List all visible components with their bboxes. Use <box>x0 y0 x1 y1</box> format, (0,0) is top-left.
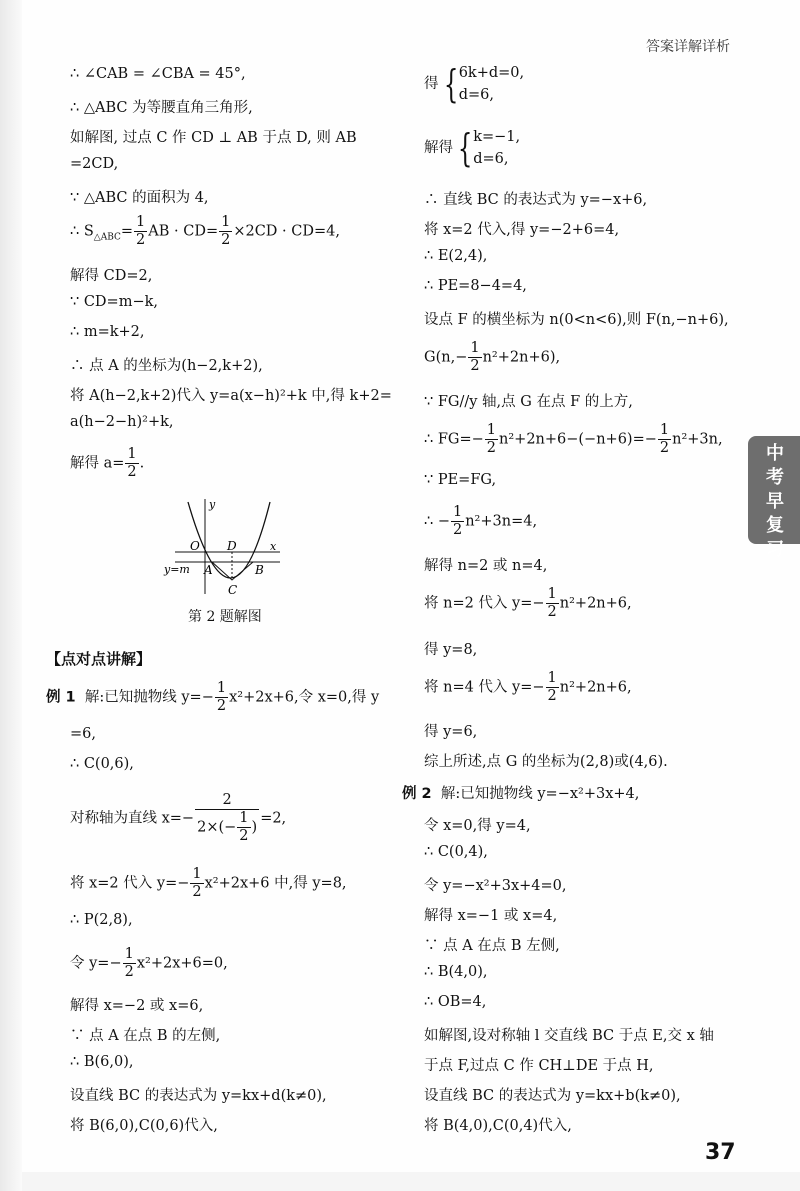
num: 1 <box>127 446 137 462</box>
num: 1 <box>547 586 557 602</box>
text-line: 解得 x=−1 或 x=4, <box>424 908 558 924</box>
text: 对称轴为直线 x=− <box>70 810 195 827</box>
den: 2 <box>127 464 137 480</box>
text: . <box>139 455 145 472</box>
area-formula <box>70 214 340 249</box>
text-line: ∴ 直线 BC 的表达式为 y=−x+6, <box>424 192 648 208</box>
label-c: C <box>228 583 238 597</box>
text-line: 如解图, 过点 C 作 CD ⊥ AB 于点 D, 则 AB <box>70 130 357 146</box>
header-title: 答案详解详析 <box>646 39 730 55</box>
text: ∴ − <box>424 513 450 530</box>
text-line: 将 x=2 代入,得 y=−2+6=4, <box>424 222 620 238</box>
label-a: A <box>204 563 213 577</box>
text: 将 x=2 代入 y=− <box>70 875 190 892</box>
brace-icon: { <box>457 126 473 170</box>
text: x²+2x+6=0, <box>136 955 228 972</box>
text-line: ∴ 点 A 的坐标为(h−2,k+2), <box>70 358 263 374</box>
num: 1 <box>216 680 227 696</box>
text-line: 将 B(6,0),C(0,6)代入, <box>70 1118 218 1134</box>
num: 1 <box>192 866 202 882</box>
text-line: ∴ E(2,4), <box>424 248 488 264</box>
text-line: 如解图,设对称轴 l 交直线 BC 于点 E,交 x 轴 <box>424 1028 714 1044</box>
text: AB · CD= <box>148 223 219 240</box>
text-line: ∵ 点 A 在点 B 左侧, <box>424 938 560 954</box>
text-line: ∴ C(0,4), <box>424 844 488 860</box>
fraction <box>195 792 259 845</box>
den: 2 <box>239 828 249 844</box>
figure-caption: 第 2 题解图 <box>188 609 262 625</box>
num: 1 <box>239 810 249 826</box>
fraction <box>658 422 671 457</box>
substitute-line <box>424 670 632 705</box>
label-o: O <box>190 539 200 553</box>
text: ) <box>251 819 258 836</box>
text: 解得 a= <box>70 455 125 472</box>
fraction <box>451 504 464 539</box>
num: 1 <box>659 422 670 438</box>
fraction <box>123 946 136 981</box>
text-line: 解得 CD=2, <box>70 268 153 284</box>
text-line: ∵ CD=m−k, <box>70 294 158 310</box>
text: x²+2x+6,令 x=0,得 y <box>229 689 380 706</box>
text-line: =6, <box>70 726 96 742</box>
den <box>195 810 259 845</box>
text: x²+2x+6 中,得 y=8, <box>204 875 347 892</box>
parabola-figure <box>160 494 290 604</box>
text: n²+2n+6−(−n+6)=− <box>499 431 657 448</box>
text: 将 n=2 代入 y=− <box>424 595 545 612</box>
label-d: D <box>227 539 237 553</box>
text-line: ∵ 点 A 在点 B 的左侧, <box>70 1028 221 1044</box>
axis-formula <box>70 792 286 845</box>
eq: k=−1, <box>473 129 521 145</box>
den: 2 <box>547 604 557 620</box>
side-tab-label: 中考早复习 <box>766 443 784 560</box>
text-line: ∴ P(2,8), <box>70 912 133 928</box>
text: =2, <box>260 810 287 827</box>
text-line: 将 A(h−2,k+2)代入 y=a(x−h)²+k 中,得 k+2= <box>70 388 392 404</box>
text: n²+3n=4, <box>465 513 538 530</box>
side-tab <box>748 436 800 560</box>
fraction <box>468 340 481 375</box>
system-1 <box>424 62 524 106</box>
text-line: a(h−2−h)²+k, <box>70 414 174 430</box>
text: 2×(− <box>197 819 237 836</box>
eq: d=6, <box>458 87 494 103</box>
num: 1 <box>452 504 463 520</box>
den: 2 <box>192 884 202 900</box>
text: ∴ S <box>70 223 94 240</box>
num: 1 <box>486 422 497 438</box>
num: 1 <box>124 946 134 962</box>
text-line: 设点 F 的横坐标为 n(0<n<6),则 F(n,−n+6), <box>424 312 729 328</box>
den: 2 <box>659 440 670 456</box>
text-line: ∴ ∠CAB = ∠CBA = 45°, <box>70 66 246 82</box>
text-line: 令 y=−x²+3x+4=0, <box>424 878 567 894</box>
text-line: 解得 n=2 或 n=4, <box>424 558 548 574</box>
equation-line <box>70 946 228 981</box>
text-line: ∴ B(6,0), <box>70 1054 134 1070</box>
eq: d=6, <box>473 151 509 167</box>
text-line: ∴ PE=8−4=4, <box>424 278 527 294</box>
den: 2 <box>452 522 463 538</box>
text-line: ∴ OB=4, <box>424 994 487 1010</box>
example-label: 例 1 <box>46 689 76 706</box>
text: 解:已知抛物线 y=−x²+3x+4, <box>440 786 640 802</box>
label-x: x <box>270 540 277 553</box>
page-edge-shadow <box>0 0 22 1191</box>
text: ×2CD · CD=4, <box>233 223 340 240</box>
text: 将 n=4 代入 y=− <box>424 679 545 696</box>
text: n²+3n, <box>672 431 723 448</box>
text-line: 解得 x=−2 或 x=6, <box>70 998 204 1014</box>
label-b: B <box>255 563 264 577</box>
text-line: 于点 F,过点 C 作 CH⊥DE 于点 H, <box>424 1058 654 1074</box>
section-title: 【点对点讲解】 <box>46 650 152 668</box>
text: 解得 <box>424 140 453 156</box>
fraction <box>125 446 138 481</box>
text-line: ∵ PE=FG, <box>424 472 497 488</box>
text-line: 将 B(4,0),C(0,4)代入, <box>424 1118 572 1134</box>
system <box>473 126 520 170</box>
num: 1 <box>136 214 146 230</box>
fraction <box>215 680 228 715</box>
text-line: ∴ △ABC 为等腰直角三角形, <box>70 100 253 116</box>
substitute-line <box>70 866 347 901</box>
text-line: 设直线 BC 的表达式为 y=kx+b(k≠0), <box>424 1088 681 1104</box>
g-coordinate <box>424 340 560 375</box>
fraction <box>190 866 203 901</box>
footer-band <box>22 1172 800 1191</box>
example2-start <box>402 782 639 803</box>
fraction <box>219 214 232 249</box>
equation-line <box>424 504 537 539</box>
den: 2 <box>470 358 480 374</box>
text-line: ∴ m=k+2, <box>70 324 145 340</box>
text-line: 综上所述,点 G 的坐标为(2,8)或(4,6). <box>424 754 668 770</box>
text-line: 得 y=8, <box>424 642 478 658</box>
fraction <box>134 214 147 249</box>
text: = <box>120 223 134 240</box>
fg-formula <box>424 422 723 457</box>
page-number: 37 <box>705 1140 736 1165</box>
brace-icon: { <box>443 62 458 106</box>
den: 2 <box>486 440 497 456</box>
fraction <box>546 670 559 705</box>
text: n²+2n+6, <box>559 595 632 612</box>
substitute-line <box>424 586 632 621</box>
den: 2 <box>136 232 146 248</box>
text: △ABC <box>93 232 121 243</box>
text: n²+2n+6, <box>559 679 632 696</box>
fraction <box>237 810 250 845</box>
system-2 <box>424 126 520 170</box>
num: 2 <box>195 792 259 810</box>
example-label: 例 2 <box>402 786 432 802</box>
fraction <box>546 586 559 621</box>
den: 2 <box>216 698 227 714</box>
text-line: ∵ △ABC 的面积为 4, <box>70 190 209 206</box>
label-y: y <box>209 498 216 511</box>
text-line: 令 x=0,得 y=4, <box>424 818 531 834</box>
example1-start <box>46 680 379 715</box>
text-line: 得 y=6, <box>424 724 478 740</box>
text: 得 <box>424 76 439 92</box>
den: 2 <box>547 688 557 704</box>
num: 1 <box>221 214 231 230</box>
solve-a <box>70 446 144 481</box>
den: 2 <box>221 232 231 248</box>
fraction <box>485 422 498 457</box>
text: 令 y=− <box>70 955 122 972</box>
text: G(n,− <box>424 349 468 366</box>
text-line: ∵ FG//y 轴,点 G 在点 F 的上方, <box>424 394 633 410</box>
system <box>459 62 524 106</box>
den: 2 <box>124 964 134 980</box>
text-line: ∴ B(4,0), <box>424 964 488 980</box>
label-ym: y=m <box>164 563 190 576</box>
text-line: 设直线 BC 的表达式为 y=kx+d(k≠0), <box>70 1088 327 1104</box>
text: 解:已知抛物线 y=− <box>84 689 214 706</box>
text: n²+2n+6), <box>482 349 561 366</box>
text-line: =2CD, <box>70 156 119 172</box>
text-line: ∴ C(0,6), <box>70 756 134 772</box>
text: ∴ FG=− <box>424 431 484 448</box>
num: 1 <box>470 340 480 356</box>
num: 1 <box>547 670 557 686</box>
eq: 6k+d=0, <box>458 65 525 81</box>
